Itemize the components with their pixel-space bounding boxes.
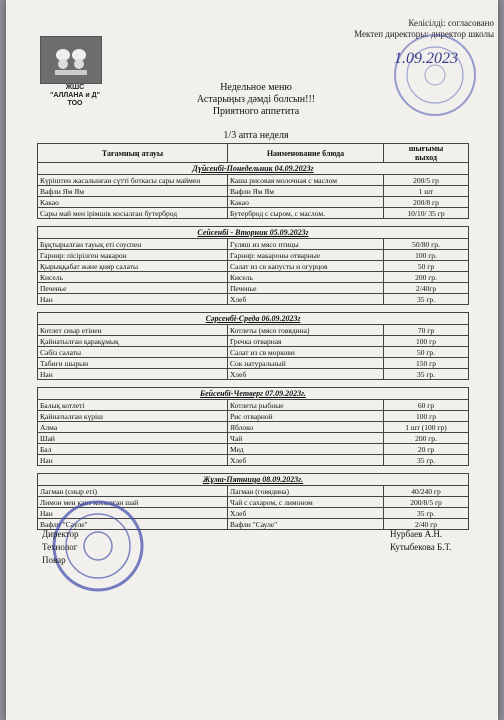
dish-name-ru: Вафли Ям Ям bbox=[228, 186, 384, 197]
dish-quantity: 20 гр bbox=[384, 444, 469, 455]
dish-name-ru: Лагман (говядина) bbox=[228, 486, 384, 497]
day-title: Бейсенбі-Четверг 07.09.2023г. bbox=[38, 388, 469, 400]
dish-name-kz: Күріштен жасалынған сүтті боткасы сары маймен bbox=[38, 175, 228, 186]
dish-name-kz: Сәбіз салаты bbox=[38, 347, 228, 358]
dish-name-ru: Мед bbox=[228, 444, 384, 455]
logo-line: "АЛЛАНА и Д" bbox=[50, 92, 100, 99]
dish-name-kz: Нан bbox=[38, 508, 228, 519]
dish-quantity: 50 гр. bbox=[384, 347, 469, 358]
table-row bbox=[38, 186, 469, 197]
menu-body bbox=[38, 163, 469, 530]
dish-name-kz: Печенье bbox=[38, 283, 228, 294]
table-row bbox=[38, 208, 469, 219]
day-spacer-cell bbox=[38, 380, 469, 388]
dish-name-ru: Салат из св моркови bbox=[228, 347, 384, 358]
dish-quantity: 50/80 гр. bbox=[384, 239, 469, 250]
table-row bbox=[38, 455, 469, 466]
chef-icon bbox=[49, 43, 93, 77]
col-kz: Тағамның атауы bbox=[38, 144, 228, 163]
dish-quantity: 70 гр bbox=[384, 325, 469, 336]
signer-name: Нурбаев А.Н. bbox=[390, 529, 443, 539]
col-ru: Наименование блюда bbox=[228, 144, 384, 163]
dish-name-ru: Хлеб bbox=[228, 455, 384, 466]
dish-name-ru: Рис отварной bbox=[228, 411, 384, 422]
dish-name-ru: Чай с сахаром, с лимоном bbox=[228, 497, 384, 508]
day-header-row bbox=[38, 388, 469, 400]
dish-quantity: 200/8 гр bbox=[384, 197, 469, 208]
dish-name-kz: Нан bbox=[38, 369, 228, 380]
dish-name-ru: Чай bbox=[228, 433, 384, 444]
signers-left bbox=[42, 528, 79, 567]
signer-role: Директор bbox=[42, 529, 79, 539]
table-row bbox=[38, 325, 469, 336]
table-row bbox=[38, 411, 469, 422]
day-spacer bbox=[38, 305, 469, 313]
dish-quantity: 100 гр bbox=[384, 336, 469, 347]
dish-name-ru: Каша рисовая молочная с маслом bbox=[228, 175, 384, 186]
dish-name-kz: Балық котлеті bbox=[38, 400, 228, 411]
col-qty-line2: выход bbox=[414, 153, 438, 162]
dish-quantity: 200 гр. bbox=[384, 433, 469, 444]
dish-name-kz: Алма bbox=[38, 422, 228, 433]
dish-name-ru: Хлеб bbox=[228, 508, 384, 519]
table-row bbox=[38, 422, 469, 433]
dish-name-ru: Вафли "Сауле" bbox=[228, 519, 384, 530]
company-logo bbox=[40, 36, 102, 84]
dish-quantity: 2/40гр bbox=[384, 283, 469, 294]
dish-quantity: 150 гр bbox=[384, 358, 469, 369]
day-header-row bbox=[38, 474, 469, 486]
table-row bbox=[38, 283, 469, 294]
table-row bbox=[38, 261, 469, 272]
dish-quantity: 40/240 гр bbox=[384, 486, 469, 497]
menu-title: Недельное меню bbox=[220, 82, 292, 93]
day-spacer bbox=[38, 380, 469, 388]
dish-name-kz: Нан bbox=[38, 455, 228, 466]
dish-name-ru: Хлеб bbox=[228, 369, 384, 380]
logo-caption bbox=[30, 84, 120, 108]
dish-name-kz: Котлет сиыр етінен bbox=[38, 325, 228, 336]
dish-quantity: 60 гр bbox=[384, 400, 469, 411]
dish-name-kz: Вафли Ям Ям bbox=[38, 186, 228, 197]
dish-name-kz: Қырыққабат және қияр салаты bbox=[38, 261, 228, 272]
dish-name-ru: Котлеты (мясо говядина) bbox=[228, 325, 384, 336]
dish-quantity: 200/5 гр bbox=[384, 175, 469, 186]
menu-document bbox=[6, 0, 498, 720]
day-header-row bbox=[38, 163, 469, 175]
table-row bbox=[38, 369, 469, 380]
dish-quantity: 35 гр. bbox=[384, 508, 469, 519]
logo-line: ЖШС bbox=[65, 84, 85, 91]
dish-quantity: 35 гр. bbox=[384, 294, 469, 305]
dish-name-kz: Сары май мен ірімшік косылған бутерброд bbox=[38, 208, 228, 219]
signers-right bbox=[390, 528, 451, 554]
dish-name-ru: Гречка отварная bbox=[228, 336, 384, 347]
menu-table bbox=[37, 143, 469, 530]
day-title: Сәрсенбі-Среда 06.09.2023г bbox=[38, 313, 469, 325]
dish-name-ru: Кисель bbox=[228, 272, 384, 283]
table-row bbox=[38, 336, 469, 347]
table-row bbox=[38, 175, 469, 186]
day-spacer-cell bbox=[38, 219, 469, 227]
dish-name-ru: Хлеб bbox=[228, 294, 384, 305]
table-row bbox=[38, 250, 469, 261]
dish-name-kz: Лагман (сиыр еті) bbox=[38, 486, 228, 497]
school-stamp-icon bbox=[390, 30, 480, 120]
signer-role: Повар bbox=[42, 555, 66, 565]
day-title: Сейсенбі - Вторник 05.09.2023г bbox=[38, 227, 469, 239]
day-spacer bbox=[38, 219, 469, 227]
dish-name-kz: Лимон мен қант косылған шай bbox=[38, 497, 228, 508]
approval-line: Келісілді: согласовано bbox=[408, 18, 494, 28]
dish-name-ru: Яблоко bbox=[228, 422, 384, 433]
table-header bbox=[38, 144, 469, 163]
table-row bbox=[38, 444, 469, 455]
dish-quantity: 35 гр. bbox=[384, 369, 469, 380]
dish-quantity: 35 гр. bbox=[384, 455, 469, 466]
table-row bbox=[38, 294, 469, 305]
logo-line: ТОО bbox=[67, 100, 83, 107]
dish-name-kz: Шай bbox=[38, 433, 228, 444]
day-spacer-cell bbox=[38, 305, 469, 313]
dish-name-kz: Қайнатылған күріш bbox=[38, 411, 228, 422]
dish-quantity: 10/10/ 35 гр bbox=[384, 208, 469, 219]
dish-quantity: 200 гр. bbox=[384, 272, 469, 283]
col-qty-line1: шығымы bbox=[408, 144, 444, 153]
day-title: Жұма-Пятница 08.09.2023г. bbox=[38, 474, 469, 486]
table-row bbox=[38, 197, 469, 208]
table-row bbox=[38, 239, 469, 250]
col-qty bbox=[384, 144, 469, 163]
dish-name-ru: Какао bbox=[228, 197, 384, 208]
day-title: Дүйсенбі-Понедельник 04.09.2023г bbox=[38, 163, 469, 175]
day-spacer bbox=[38, 466, 469, 474]
week-label: 1/3 апта неделя bbox=[223, 130, 289, 141]
dish-name-ru: Бутерброд с сыром, с маслом. bbox=[228, 208, 384, 219]
dish-name-kz: Бал bbox=[38, 444, 228, 455]
dish-quantity: 100 гр. bbox=[384, 250, 469, 261]
dish-name-ru: Гарнир: макароны отварные bbox=[228, 250, 384, 261]
day-spacer-cell bbox=[38, 466, 469, 474]
dish-name-ru: Сок натуральный bbox=[228, 358, 384, 369]
dish-name-ru: Гуляш из мясо птицы bbox=[228, 239, 384, 250]
dish-quantity: 50 гр bbox=[384, 261, 469, 272]
day-header-row bbox=[38, 227, 469, 239]
menu-appetite: Приятного аппетита bbox=[212, 106, 300, 117]
dish-name-kz: Кисель bbox=[38, 272, 228, 283]
dish-quantity: 1 шт bbox=[384, 186, 469, 197]
dish-quantity: 1 шт (100 гр) bbox=[384, 422, 469, 433]
dish-name-kz: Гарнир: пісірілген макарон bbox=[38, 250, 228, 261]
approval-date: 1.09.2023 bbox=[394, 50, 458, 67]
dish-name-kz: Вафли "Сәуле" bbox=[38, 519, 228, 530]
dish-name-kz: Нан bbox=[38, 294, 228, 305]
dish-quantity: 2/40 гр bbox=[384, 519, 469, 530]
signer-name: Кутыбекова Б.Т. bbox=[390, 542, 452, 552]
table-row bbox=[38, 433, 469, 444]
table-row bbox=[38, 358, 469, 369]
signer-role: Технолог bbox=[42, 542, 78, 552]
approval-line: Мектеп директоры: директор школы bbox=[354, 29, 494, 39]
dish-name-kz: Табиғи шырын bbox=[38, 358, 228, 369]
dish-name-kz: Бұқтырылған тауық еті соуспен bbox=[38, 239, 228, 250]
dish-name-ru: Котлеты рыбные bbox=[228, 400, 384, 411]
table-row bbox=[38, 400, 469, 411]
menu-title-block bbox=[136, 82, 376, 142]
day-header-row bbox=[38, 313, 469, 325]
menu-greeting: Астарыңыз дәмді болсын!!! bbox=[196, 94, 316, 105]
dish-name-ru: Печенье bbox=[228, 283, 384, 294]
dish-quantity: 100 гр bbox=[384, 411, 469, 422]
dish-name-kz: Какао bbox=[38, 197, 228, 208]
dish-name-ru: Салат из св капусты и огурцов bbox=[228, 261, 384, 272]
table-row bbox=[38, 347, 469, 358]
table-row bbox=[38, 486, 469, 497]
dish-name-kz: Қайнатылған қарақұмық bbox=[38, 336, 228, 347]
table-row bbox=[38, 272, 469, 283]
dish-quantity: 200/8/5 гр bbox=[384, 497, 469, 508]
